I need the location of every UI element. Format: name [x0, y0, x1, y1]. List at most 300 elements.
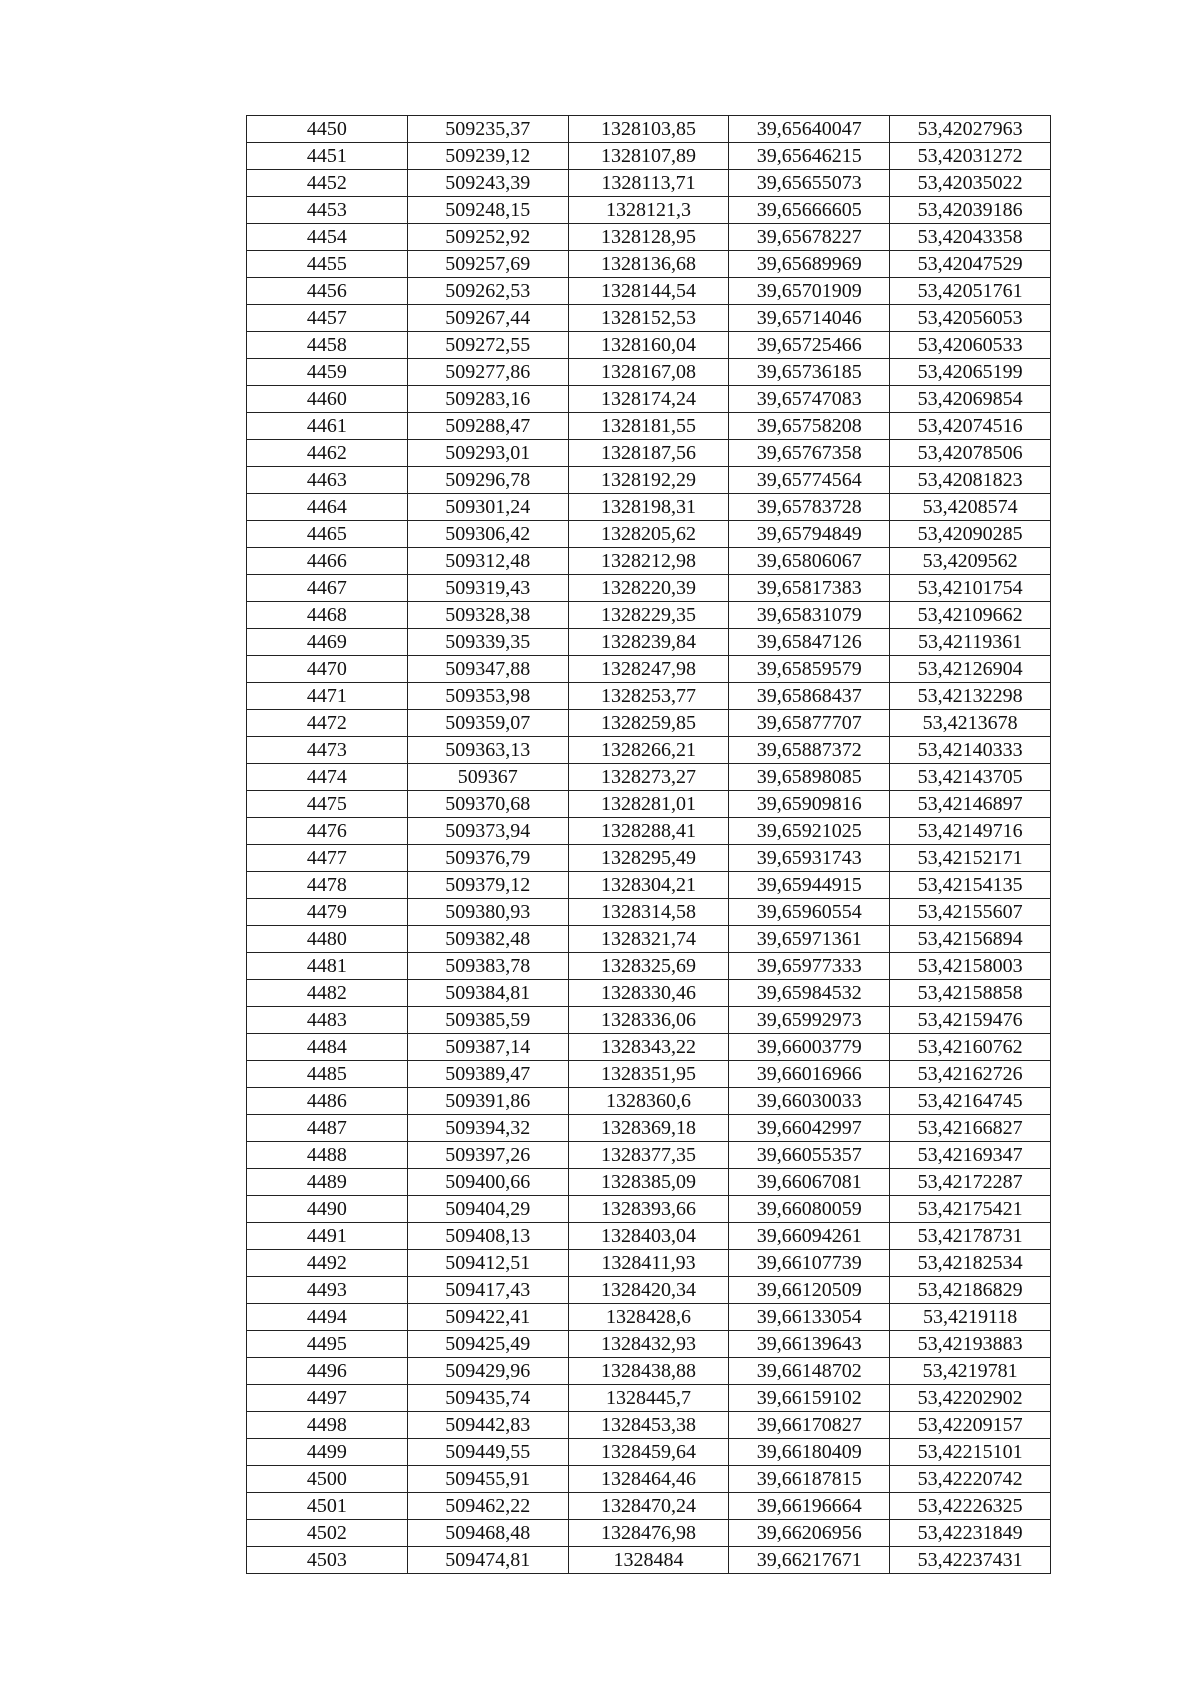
point-number-cell: 4480 [247, 926, 408, 953]
point-number-cell: 4484 [247, 1034, 408, 1061]
point-number-cell: 4456 [247, 278, 408, 305]
x-coordinate-cell: 509312,48 [407, 548, 568, 575]
y-coordinate-cell: 1328229,35 [568, 602, 729, 629]
y-coordinate-cell: 1328432,93 [568, 1331, 729, 1358]
y-coordinate-cell: 1328198,31 [568, 494, 729, 521]
point-number-cell: 4452 [247, 170, 408, 197]
latitude-cell: 53,42237431 [890, 1547, 1051, 1574]
point-number-cell: 4479 [247, 899, 408, 926]
longitude-cell: 39,65831079 [729, 602, 890, 629]
y-coordinate-cell: 1328107,89 [568, 143, 729, 170]
table-row [247, 845, 1051, 872]
table-row [247, 224, 1051, 251]
table-row [247, 872, 1051, 899]
y-coordinate-cell: 1328295,49 [568, 845, 729, 872]
latitude-cell: 53,42126904 [890, 656, 1051, 683]
point-number-cell: 4494 [247, 1304, 408, 1331]
point-number-cell: 4455 [247, 251, 408, 278]
point-number-cell: 4493 [247, 1277, 408, 1304]
x-coordinate-cell: 509417,43 [407, 1277, 568, 1304]
point-number-cell: 4501 [247, 1493, 408, 1520]
table-row [247, 1034, 1051, 1061]
y-coordinate-cell: 1328273,27 [568, 764, 729, 791]
x-coordinate-cell: 509267,44 [407, 305, 568, 332]
y-coordinate-cell: 1328239,84 [568, 629, 729, 656]
x-coordinate-cell: 509385,59 [407, 1007, 568, 1034]
longitude-cell: 39,65678227 [729, 224, 890, 251]
y-coordinate-cell: 1328281,01 [568, 791, 729, 818]
table-row [247, 1007, 1051, 1034]
y-coordinate-cell: 1328476,98 [568, 1520, 729, 1547]
x-coordinate-cell: 509404,29 [407, 1196, 568, 1223]
y-coordinate-cell: 1328187,56 [568, 440, 729, 467]
table-row [247, 548, 1051, 575]
y-coordinate-cell: 1328304,21 [568, 872, 729, 899]
table-row [247, 1169, 1051, 1196]
point-number-cell: 4475 [247, 791, 408, 818]
longitude-cell: 39,65806067 [729, 548, 890, 575]
table-row [247, 1466, 1051, 1493]
y-coordinate-cell: 1328403,04 [568, 1223, 729, 1250]
latitude-cell: 53,42172287 [890, 1169, 1051, 1196]
longitude-cell: 39,65783728 [729, 494, 890, 521]
table-row [247, 737, 1051, 764]
x-coordinate-cell: 509363,13 [407, 737, 568, 764]
point-number-cell: 4492 [247, 1250, 408, 1277]
x-coordinate-cell: 509442,83 [407, 1412, 568, 1439]
table-row [247, 332, 1051, 359]
y-coordinate-cell: 1328152,53 [568, 305, 729, 332]
point-number-cell: 4471 [247, 683, 408, 710]
table-row [247, 575, 1051, 602]
x-coordinate-cell: 509422,41 [407, 1304, 568, 1331]
table-row [247, 197, 1051, 224]
y-coordinate-cell: 1328128,95 [568, 224, 729, 251]
longitude-cell: 39,65931743 [729, 845, 890, 872]
longitude-cell: 39,66016966 [729, 1061, 890, 1088]
x-coordinate-cell: 509283,16 [407, 386, 568, 413]
table-row [247, 116, 1051, 143]
x-coordinate-cell: 509382,48 [407, 926, 568, 953]
longitude-cell: 39,66180409 [729, 1439, 890, 1466]
latitude-cell: 53,42158858 [890, 980, 1051, 1007]
longitude-cell: 39,65736185 [729, 359, 890, 386]
x-coordinate-cell: 509412,51 [407, 1250, 568, 1277]
table-row [247, 440, 1051, 467]
longitude-cell: 39,66159102 [729, 1385, 890, 1412]
x-coordinate-cell: 509319,43 [407, 575, 568, 602]
latitude-cell: 53,42043358 [890, 224, 1051, 251]
point-number-cell: 4451 [247, 143, 408, 170]
table-row [247, 1223, 1051, 1250]
point-number-cell: 4465 [247, 521, 408, 548]
longitude-cell: 39,65909816 [729, 791, 890, 818]
x-coordinate-cell: 509347,88 [407, 656, 568, 683]
longitude-cell: 39,66196664 [729, 1493, 890, 1520]
longitude-cell: 39,65689969 [729, 251, 890, 278]
x-coordinate-cell: 509288,47 [407, 413, 568, 440]
x-coordinate-cell: 509277,86 [407, 359, 568, 386]
point-number-cell: 4482 [247, 980, 408, 1007]
point-number-cell: 4495 [247, 1331, 408, 1358]
y-coordinate-cell: 1328351,95 [568, 1061, 729, 1088]
x-coordinate-cell: 509367 [407, 764, 568, 791]
table-row [247, 1547, 1051, 1574]
latitude-cell: 53,42220742 [890, 1466, 1051, 1493]
point-number-cell: 4496 [247, 1358, 408, 1385]
x-coordinate-cell: 509293,01 [407, 440, 568, 467]
longitude-cell: 39,66030033 [729, 1088, 890, 1115]
y-coordinate-cell: 1328428,6 [568, 1304, 729, 1331]
y-coordinate-cell: 1328321,74 [568, 926, 729, 953]
point-number-cell: 4473 [247, 737, 408, 764]
latitude-cell: 53,4208574 [890, 494, 1051, 521]
longitude-cell: 39,66067081 [729, 1169, 890, 1196]
table-row [247, 467, 1051, 494]
longitude-cell: 39,65817383 [729, 575, 890, 602]
latitude-cell: 53,42146897 [890, 791, 1051, 818]
latitude-cell: 53,42047529 [890, 251, 1051, 278]
latitude-cell: 53,42164745 [890, 1088, 1051, 1115]
latitude-cell: 53,42101754 [890, 575, 1051, 602]
x-coordinate-cell: 509380,93 [407, 899, 568, 926]
table-row [247, 629, 1051, 656]
longitude-cell: 39,65767358 [729, 440, 890, 467]
latitude-cell: 53,42035022 [890, 170, 1051, 197]
table-row [247, 1115, 1051, 1142]
latitude-cell: 53,42155607 [890, 899, 1051, 926]
point-number-cell: 4499 [247, 1439, 408, 1466]
longitude-cell: 39,65898085 [729, 764, 890, 791]
longitude-cell: 39,66187815 [729, 1466, 890, 1493]
latitude-cell: 53,42178731 [890, 1223, 1051, 1250]
y-coordinate-cell: 1328259,85 [568, 710, 729, 737]
point-number-cell: 4453 [247, 197, 408, 224]
longitude-cell: 39,65859579 [729, 656, 890, 683]
table-row [247, 980, 1051, 1007]
longitude-cell: 39,66094261 [729, 1223, 890, 1250]
longitude-cell: 39,65794849 [729, 521, 890, 548]
latitude-cell: 53,42158003 [890, 953, 1051, 980]
y-coordinate-cell: 1328174,24 [568, 386, 729, 413]
latitude-cell: 53,42065199 [890, 359, 1051, 386]
latitude-cell: 53,42132298 [890, 683, 1051, 710]
coordinates-table-body [247, 116, 1051, 1574]
point-number-cell: 4457 [247, 305, 408, 332]
latitude-cell: 53,42160762 [890, 1034, 1051, 1061]
latitude-cell: 53,42031272 [890, 143, 1051, 170]
x-coordinate-cell: 509359,07 [407, 710, 568, 737]
x-coordinate-cell: 509353,98 [407, 683, 568, 710]
latitude-cell: 53,4219781 [890, 1358, 1051, 1385]
longitude-cell: 39,66206956 [729, 1520, 890, 1547]
point-number-cell: 4458 [247, 332, 408, 359]
table-row [247, 710, 1051, 737]
point-number-cell: 4483 [247, 1007, 408, 1034]
longitude-cell: 39,66139643 [729, 1331, 890, 1358]
point-number-cell: 4476 [247, 818, 408, 845]
table-row [247, 1250, 1051, 1277]
latitude-cell: 53,42226325 [890, 1493, 1051, 1520]
x-coordinate-cell: 509252,92 [407, 224, 568, 251]
table-row [247, 1439, 1051, 1466]
point-number-cell: 4498 [247, 1412, 408, 1439]
x-coordinate-cell: 509339,35 [407, 629, 568, 656]
point-number-cell: 4467 [247, 575, 408, 602]
y-coordinate-cell: 1328393,66 [568, 1196, 729, 1223]
y-coordinate-cell: 1328343,22 [568, 1034, 729, 1061]
table-row [247, 251, 1051, 278]
longitude-cell: 39,66120509 [729, 1277, 890, 1304]
y-coordinate-cell: 1328136,68 [568, 251, 729, 278]
latitude-cell: 53,42149716 [890, 818, 1051, 845]
table-row [247, 818, 1051, 845]
latitude-cell: 53,42069854 [890, 386, 1051, 413]
x-coordinate-cell: 509328,38 [407, 602, 568, 629]
x-coordinate-cell: 509370,68 [407, 791, 568, 818]
longitude-cell: 39,65725466 [729, 332, 890, 359]
y-coordinate-cell: 1328160,04 [568, 332, 729, 359]
table-row [247, 1520, 1051, 1547]
x-coordinate-cell: 509474,81 [407, 1547, 568, 1574]
x-coordinate-cell: 509248,15 [407, 197, 568, 224]
latitude-cell: 53,42209157 [890, 1412, 1051, 1439]
point-number-cell: 4491 [247, 1223, 408, 1250]
point-number-cell: 4478 [247, 872, 408, 899]
longitude-cell: 39,66042997 [729, 1115, 890, 1142]
longitude-cell: 39,65747083 [729, 386, 890, 413]
latitude-cell: 53,42056053 [890, 305, 1051, 332]
y-coordinate-cell: 1328288,41 [568, 818, 729, 845]
y-coordinate-cell: 1328212,98 [568, 548, 729, 575]
y-coordinate-cell: 1328325,69 [568, 953, 729, 980]
x-coordinate-cell: 509394,32 [407, 1115, 568, 1142]
table-row [247, 683, 1051, 710]
table-row [247, 1493, 1051, 1520]
point-number-cell: 4502 [247, 1520, 408, 1547]
longitude-cell: 39,66055357 [729, 1142, 890, 1169]
x-coordinate-cell: 509383,78 [407, 953, 568, 980]
x-coordinate-cell: 509262,53 [407, 278, 568, 305]
table-row [247, 1142, 1051, 1169]
x-coordinate-cell: 509387,14 [407, 1034, 568, 1061]
y-coordinate-cell: 1328470,24 [568, 1493, 729, 1520]
table-row [247, 494, 1051, 521]
x-coordinate-cell: 509408,13 [407, 1223, 568, 1250]
y-coordinate-cell: 1328411,93 [568, 1250, 729, 1277]
x-coordinate-cell: 509235,37 [407, 116, 568, 143]
latitude-cell: 53,42060533 [890, 332, 1051, 359]
x-coordinate-cell: 509239,12 [407, 143, 568, 170]
latitude-cell: 53,42159476 [890, 1007, 1051, 1034]
x-coordinate-cell: 509455,91 [407, 1466, 568, 1493]
x-coordinate-cell: 509389,47 [407, 1061, 568, 1088]
latitude-cell: 53,42143705 [890, 764, 1051, 791]
x-coordinate-cell: 509257,69 [407, 251, 568, 278]
longitude-cell: 39,65992973 [729, 1007, 890, 1034]
table-row [247, 1061, 1051, 1088]
point-number-cell: 4486 [247, 1088, 408, 1115]
longitude-cell: 39,65774564 [729, 467, 890, 494]
point-number-cell: 4459 [247, 359, 408, 386]
latitude-cell: 53,42039186 [890, 197, 1051, 224]
table-row [247, 386, 1051, 413]
y-coordinate-cell: 1328220,39 [568, 575, 729, 602]
latitude-cell: 53,42027963 [890, 116, 1051, 143]
longitude-cell: 39,65960554 [729, 899, 890, 926]
y-coordinate-cell: 1328464,46 [568, 1466, 729, 1493]
x-coordinate-cell: 509301,24 [407, 494, 568, 521]
latitude-cell: 53,42152171 [890, 845, 1051, 872]
latitude-cell: 53,42109662 [890, 602, 1051, 629]
point-number-cell: 4503 [247, 1547, 408, 1574]
longitude-cell: 39,66217671 [729, 1547, 890, 1574]
y-coordinate-cell: 1328314,58 [568, 899, 729, 926]
latitude-cell: 53,42074516 [890, 413, 1051, 440]
longitude-cell: 39,65847126 [729, 629, 890, 656]
x-coordinate-cell: 509384,81 [407, 980, 568, 1007]
table-row [247, 143, 1051, 170]
table-row [247, 1331, 1051, 1358]
y-coordinate-cell: 1328420,34 [568, 1277, 729, 1304]
y-coordinate-cell: 1328377,35 [568, 1142, 729, 1169]
latitude-cell: 53,42154135 [890, 872, 1051, 899]
x-coordinate-cell: 509306,42 [407, 521, 568, 548]
longitude-cell: 39,66170827 [729, 1412, 890, 1439]
latitude-cell: 53,42078506 [890, 440, 1051, 467]
point-number-cell: 4474 [247, 764, 408, 791]
point-number-cell: 4461 [247, 413, 408, 440]
x-coordinate-cell: 509400,66 [407, 1169, 568, 1196]
latitude-cell: 53,42215101 [890, 1439, 1051, 1466]
y-coordinate-cell: 1328369,18 [568, 1115, 729, 1142]
x-coordinate-cell: 509379,12 [407, 872, 568, 899]
longitude-cell: 39,65701909 [729, 278, 890, 305]
x-coordinate-cell: 509376,79 [407, 845, 568, 872]
y-coordinate-cell: 1328167,08 [568, 359, 729, 386]
table-row [247, 953, 1051, 980]
coordinates-table [246, 115, 1051, 1574]
x-coordinate-cell: 509468,48 [407, 1520, 568, 1547]
table-row [247, 413, 1051, 440]
latitude-cell: 53,42162726 [890, 1061, 1051, 1088]
point-number-cell: 4466 [247, 548, 408, 575]
y-coordinate-cell: 1328266,21 [568, 737, 729, 764]
table-row [247, 899, 1051, 926]
y-coordinate-cell: 1328385,09 [568, 1169, 729, 1196]
y-coordinate-cell: 1328330,46 [568, 980, 729, 1007]
latitude-cell: 53,42202902 [890, 1385, 1051, 1412]
latitude-cell: 53,42081823 [890, 467, 1051, 494]
point-number-cell: 4468 [247, 602, 408, 629]
longitude-cell: 39,65758208 [729, 413, 890, 440]
y-coordinate-cell: 1328144,54 [568, 278, 729, 305]
x-coordinate-cell: 509397,26 [407, 1142, 568, 1169]
longitude-cell: 39,66133054 [729, 1304, 890, 1331]
table-row [247, 602, 1051, 629]
y-coordinate-cell: 1328336,06 [568, 1007, 729, 1034]
point-number-cell: 4472 [247, 710, 408, 737]
y-coordinate-cell: 1328360,6 [568, 1088, 729, 1115]
point-number-cell: 4463 [247, 467, 408, 494]
x-coordinate-cell: 509391,86 [407, 1088, 568, 1115]
x-coordinate-cell: 509449,55 [407, 1439, 568, 1466]
longitude-cell: 39,65877707 [729, 710, 890, 737]
longitude-cell: 39,65666605 [729, 197, 890, 224]
y-coordinate-cell: 1328103,85 [568, 116, 729, 143]
x-coordinate-cell: 509435,74 [407, 1385, 568, 1412]
latitude-cell: 53,42231849 [890, 1520, 1051, 1547]
x-coordinate-cell: 509296,78 [407, 467, 568, 494]
point-number-cell: 4450 [247, 116, 408, 143]
longitude-cell: 39,66080059 [729, 1196, 890, 1223]
longitude-cell: 39,65646215 [729, 143, 890, 170]
point-number-cell: 4462 [247, 440, 408, 467]
longitude-cell: 39,65868437 [729, 683, 890, 710]
point-number-cell: 4464 [247, 494, 408, 521]
table-row [247, 764, 1051, 791]
latitude-cell: 53,42186829 [890, 1277, 1051, 1304]
latitude-cell: 53,4209562 [890, 548, 1051, 575]
longitude-cell: 39,65984532 [729, 980, 890, 1007]
longitude-cell: 39,65640047 [729, 116, 890, 143]
latitude-cell: 53,42175421 [890, 1196, 1051, 1223]
latitude-cell: 53,42119361 [890, 629, 1051, 656]
x-coordinate-cell: 509272,55 [407, 332, 568, 359]
longitude-cell: 39,65887372 [729, 737, 890, 764]
table-row [247, 1412, 1051, 1439]
y-coordinate-cell: 1328181,55 [568, 413, 729, 440]
y-coordinate-cell: 1328453,38 [568, 1412, 729, 1439]
point-number-cell: 4477 [247, 845, 408, 872]
x-coordinate-cell: 509425,49 [407, 1331, 568, 1358]
table-row [247, 170, 1051, 197]
longitude-cell: 39,66003779 [729, 1034, 890, 1061]
table-row [247, 656, 1051, 683]
table-row [247, 278, 1051, 305]
point-number-cell: 4489 [247, 1169, 408, 1196]
longitude-cell: 39,65714046 [729, 305, 890, 332]
point-number-cell: 4497 [247, 1385, 408, 1412]
y-coordinate-cell: 1328484 [568, 1547, 729, 1574]
longitude-cell: 39,65971361 [729, 926, 890, 953]
table-row [247, 521, 1051, 548]
latitude-cell: 53,4213678 [890, 710, 1051, 737]
table-row [247, 1385, 1051, 1412]
point-number-cell: 4500 [247, 1466, 408, 1493]
latitude-cell: 53,42169347 [890, 1142, 1051, 1169]
table-row [247, 1358, 1051, 1385]
x-coordinate-cell: 509429,96 [407, 1358, 568, 1385]
table-row [247, 1088, 1051, 1115]
longitude-cell: 39,65655073 [729, 170, 890, 197]
x-coordinate-cell: 509462,22 [407, 1493, 568, 1520]
longitude-cell: 39,66148702 [729, 1358, 890, 1385]
point-number-cell: 4488 [247, 1142, 408, 1169]
latitude-cell: 53,42051761 [890, 278, 1051, 305]
x-coordinate-cell: 509243,39 [407, 170, 568, 197]
latitude-cell: 53,42193883 [890, 1331, 1051, 1358]
y-coordinate-cell: 1328247,98 [568, 656, 729, 683]
longitude-cell: 39,65977333 [729, 953, 890, 980]
x-coordinate-cell: 509373,94 [407, 818, 568, 845]
table-row [247, 1277, 1051, 1304]
point-number-cell: 4485 [247, 1061, 408, 1088]
table-row [247, 791, 1051, 818]
point-number-cell: 4490 [247, 1196, 408, 1223]
y-coordinate-cell: 1328445,7 [568, 1385, 729, 1412]
y-coordinate-cell: 1328438,88 [568, 1358, 729, 1385]
